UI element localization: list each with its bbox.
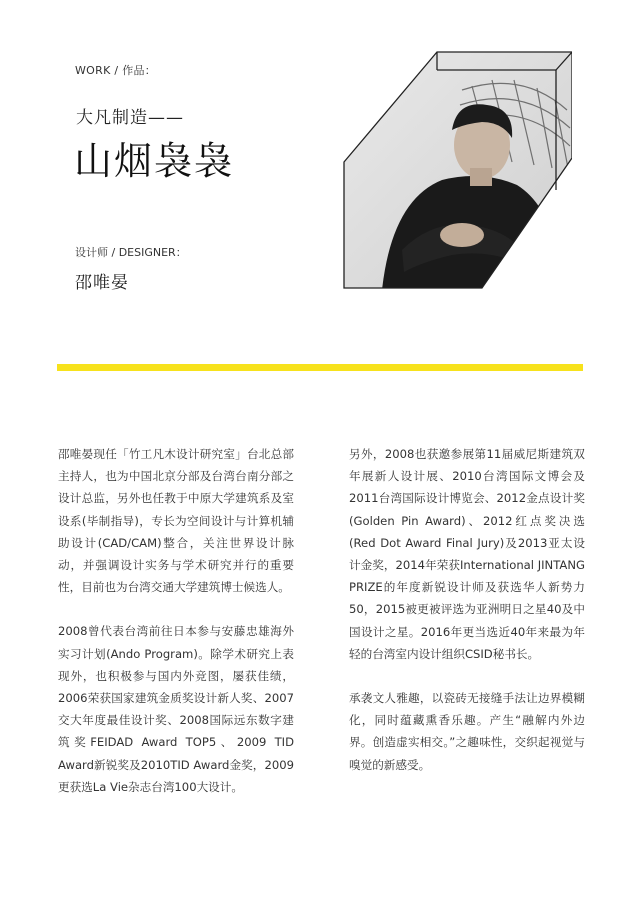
- exhibitions-paragraph: 另外，2008也获邀参展第11届威尼斯建筑双年展新人设计展、2010台湾国际文博会及2011台湾国际设计博览会、2012金点设计奖(Golden Pin Award)、2012红点奖决选(Red Dot Award Final Jury)及2013亚太设计金奖，2014年荣获International JINTANG PRIZE的年度新锐设计师及获选华人新势力50，2015被更被评选为亚洲明日之星40及中国设计之星。2016年更当选近40年来最为年轻的台湾室内设计组织CSID秘书长。: [349, 447, 585, 661]
- work-label: WORK / 作品：: [75, 64, 157, 77]
- body-column-right: [349, 443, 585, 798]
- designer-name: 邵唯晏: [75, 273, 129, 293]
- accent-divider: [57, 364, 583, 371]
- designer-label: 设计师 / DESIGNER：: [75, 246, 187, 259]
- awards-paragraph: 2008曾代表台湾前往日本参与安藤忠雄海外实习计划(Ando Program)。除学术研究上表现外，也积极参与国内外竞图，屡获佳绩，2006荣获国家建筑金质奖设计新人奖、2007交大年度最佳设计奖、2008国际远东数字建筑奖FEIDAD Award TOP5、2009 TID Award新锐奖及2010TID Award金奖，2009更获选La Vie杂志台湾100大设计。: [58, 624, 294, 794]
- design-concept-paragraph: 承袭文人雅趣，以瓷砖无接缝手法让边界模糊化，同时蕴藏熏香乐趣。产生“融解内外边界。创造虚实相交。”之趣味性，交织起视觉与嗅觉的新感受。: [349, 691, 585, 772]
- project-title: 山烟袅袅: [74, 139, 235, 183]
- body-column-left: [58, 443, 294, 820]
- portrait-photo: [342, 50, 572, 290]
- bio-paragraph: 邵唯晏现任「竹工凡木设计研究室」台北总部主持人，也为中国北京分部及台湾台南分部之设计总监，另外也任教于中原大学建筑系及室设系(毕制指导)，专长为空间设计与计算机辅助设计(CAD/CAM)整合，关注世界设计脉动，并强调设计实务与学术研究并行的重要性，目前也为台湾交通大学建筑博士候选人。: [58, 447, 294, 595]
- designer-portrait: [342, 50, 572, 290]
- project-subtitle: 大凡制造——: [76, 108, 184, 128]
